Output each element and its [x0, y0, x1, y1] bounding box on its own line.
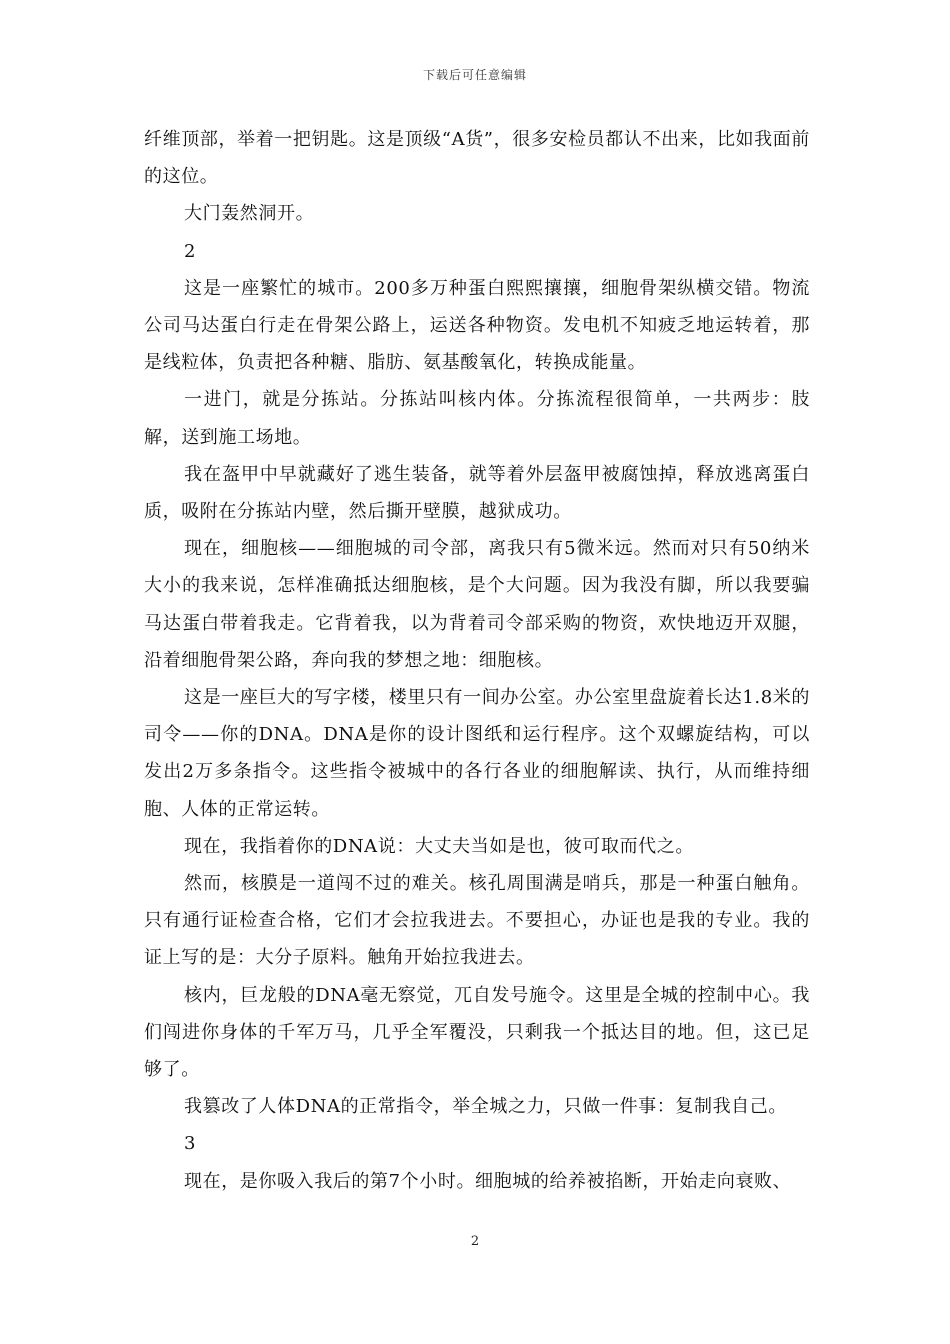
- page-number: 2: [470, 1234, 480, 1249]
- paragraph: 大门轰然洞开。: [184, 203, 315, 225]
- paragraph: 现在，细胞核——细胞城的司令部，离我只有5微米远。然而对只有50纳米大小的我来说，怎样准确抵达细胞核，是个大问题。因为我没有脚，所以我要骗马达蛋白带着我走。它背着我，以为背着司令部采购的物资，欢快地迈开双腿，沿着细胞骨架公路，奔向我的梦想之地：细胞核。: [144, 538, 810, 671]
- paragraph: 这是一座巨大的写字楼，楼里只有一间办公室。办公室里盘旋着长达1.8米的司令——你的DNA。DNA是你的设计图纸和运行程序。这个双螺旋结构，可以发出2万多条指令。这些指令被城中的各行各业的细胞解读、执行，从而维持细胞、人体的正常运转。: [144, 687, 810, 820]
- paragraph: 这是一座繁忙的城市。200多万种蛋白熙熙攘攘，细胞骨架纵横交错。物流公司马达蛋白行走在骨架公路上，运送各种物资。发电机不知疲乏地运转着，那是线粒体，负责把各种糖、脂肪、氨基酸氧化，转换成能量。: [144, 277, 810, 374]
- page-header: 下载后可任意编辑: [422, 68, 527, 82]
- paragraph: 纤维顶部，举着一把钥匙。这是顶级“A货”，很多安检员都认不出来，比如我面前的这位。: [144, 129, 810, 188]
- paragraph: 我在盔甲中早就藏好了逃生装备，就等着外层盔甲被腐蚀掉，释放逃离蛋白质，吸附在分拣站内壁，然后撕开壁膜，越狱成功。: [144, 463, 810, 523]
- paragraph: 然而，核膜是一道闯不过的难关。核孔周围满是哨兵，那是一种蛋白触角。只有通行证检查合格，它们才会拉我进去。不要担心，办证也是我的专业。我的证上写的是：大分子原料。触角开始拉我进去。: [144, 873, 810, 969]
- section-number: 2: [184, 240, 197, 262]
- paragraph: 我篡改了人体DNA的正常指令，举全城之力，只做一件事：复制我自己。: [184, 1096, 787, 1118]
- paragraph: 现在，我指着你的DNA说：大丈夫当如是也，彼可取而代之。: [184, 835, 694, 857]
- paragraph: 一进门，就是分拣站。分拣站叫核内体。分拣流程很简单，一共两步：肢解，送到施工场地。: [144, 389, 810, 448]
- paragraph: 核内，巨龙般的DNA毫无察觉，兀自发号施令。这里是全城的控制中心。我们闯进你身体的千军万马，几乎全军覆没，只剩我一个抵达目的地。但，这已足够了。: [144, 984, 810, 1081]
- paragraph: 现在，是你吸入我后的第7个小时。细胞城的给养被掐断，开始走向衰败、: [184, 1170, 792, 1192]
- section-number: 3: [184, 1133, 197, 1155]
- document-body: [144, 121, 810, 1200]
